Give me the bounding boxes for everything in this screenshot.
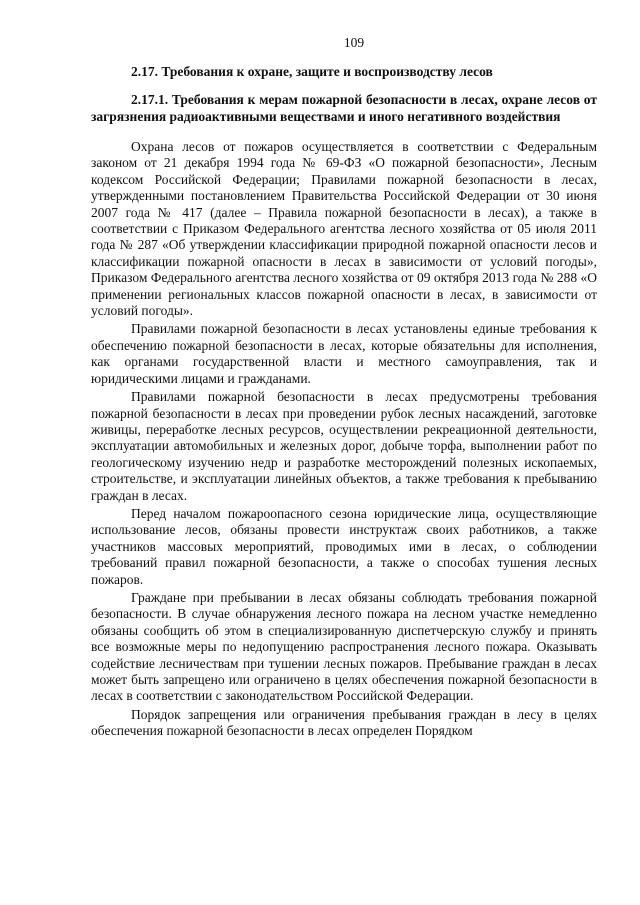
- paragraph: Граждане при пребывании в лесах обязаны соблюдать требования пожарной безопасности. В случае обнаружения лесного пожара на лесном участке немедленно обязаны сообщить об этом в специализированную диспетчерскую службу и принять все возможные меры по недопущению распространения лесного пожара. Оказывать содействие лесничествам при тушении лесных пожаров. Пребывание граждан в лесах может быть запрещено или ограничено в целях обеспечения пожарной безопасности в лесах в соответствии с законодательством Российской Федерации.: [91, 589, 597, 704]
- page-number: 109: [343, 35, 365, 50]
- paragraph: Перед началом пожароопасного сезона юридические лица, осуществляющие использование лесов, обязаны провести инструктаж своих работников, а также участников массовых мероприятий, проводимых ими в лесах, о соблюдении требований правил пожарной безопасности, а также о способах тушения лесных пожаров.: [91, 505, 597, 587]
- paragraph: Охрана лесов от пожаров осуществляется в соответствии с Федеральным законом от 21 декабря 1994 года № 69-ФЗ «О пожарной безопасности», Лесным кодексом Российской Федерации; Правилами пожарной безопасности в лесах, утвержденными постановлением Правительства Российской Федерации от 30 июня 2007 года № 417 (далее – Правила пожарной безопасности в лесах), а также в соответствии с Приказом Федерального агентства лесного хозяйства от 05 июля 2011 года № 287 «Об утверждении классификации природной пожарной опасности лесов и классификации пожарной опасности в лесах в зависимости от условий погоды», Приказом Федерального агентства лесного хозяйства от 09 октября 2013 года № 288 «О применении региональных классов пожарной опасности в лесах, в зависимости от условий погоды».: [91, 139, 597, 319]
- section-title: 2.17. Требования к охране, защите и воспроизводству лесов: [131, 64, 493, 79]
- paragraph: Правилами пожарной безопасности в лесах предусмотрены требования пожарной безопасности в лесах при проведении рубок лесных насаждений, заготовке живицы, переработке лесных ресурсов, осуществлении рекреационной деятельности, эксплуатации автомобильных и железных дорог, добыче торфа, выполнении работ по геологическому изучению недр и разработке месторождений полезных ископаемых, строительстве, и эксплуатации линейных объектов, а также требования к пребыванию граждан в лесах.: [91, 389, 597, 503]
- paragraph: Порядок запрещения или ограничения пребывания граждан в лесу в целях обеспечения пожарной безопасности в лесах определен Порядком: [91, 706, 597, 739]
- subsection-title: 2.17.1. Требования к мерам пожарной безопасности в лесах, охране лесов от загрязнения радиоактивными веществами и иного негативного воздействия: [91, 92, 597, 124]
- paragraph: Правилами пожарной безопасности в лесах установлены единые требования к обеспечению пожарной безопасности в лесах, которые обязательны для исполнения, как органами государственной власти и местного самоуправления, так и юридическими лицами и гражданами.: [91, 321, 597, 386]
- body-text: [91, 139, 597, 740]
